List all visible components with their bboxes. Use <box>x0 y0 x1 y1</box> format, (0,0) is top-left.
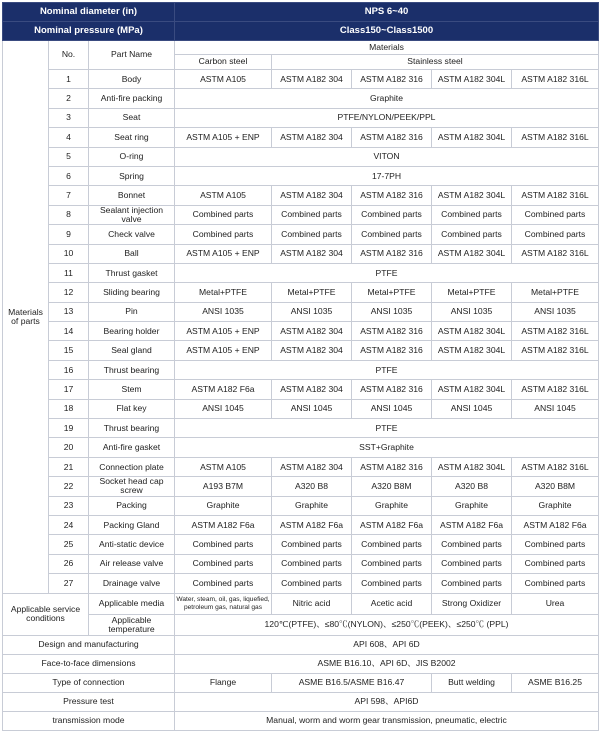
material-cell: ASTM A105 + ENP <box>175 244 272 263</box>
material-cell: Combined parts <box>432 554 512 573</box>
part-number: 24 <box>49 515 89 534</box>
material-cell: Combined parts <box>175 535 272 554</box>
material-cell: Combined parts <box>175 205 272 224</box>
service-temp-row <box>3 614 599 635</box>
material-cell: ASTM A182 F6a <box>175 380 272 399</box>
table-row <box>3 302 599 321</box>
material-cell: ASTM A182 304L <box>432 128 512 147</box>
part-name: Ball <box>89 244 175 263</box>
material-cell: Combined parts <box>432 535 512 554</box>
material-cell: Graphite <box>512 496 599 515</box>
material-cell: ASTM A105 + ENP <box>175 322 272 341</box>
material-cell: ANSI 1045 <box>352 399 432 418</box>
material-cell: Combined parts <box>272 205 352 224</box>
table-row <box>3 457 599 476</box>
material-cell: A320 B8 <box>272 477 352 496</box>
part-number: 8 <box>49 205 89 224</box>
material-cell: Graphite <box>272 496 352 515</box>
table-row <box>3 244 599 263</box>
material-cell: Combined parts <box>272 554 352 573</box>
part-number: 4 <box>49 128 89 147</box>
part-name: Thrust bearing <box>89 360 175 379</box>
material-cell: ASTM A182 F6a <box>432 515 512 534</box>
material-cell: Combined parts <box>352 535 432 554</box>
table-row <box>3 128 599 147</box>
connection-row <box>3 673 599 692</box>
face-to-face-row-label: Face-to-face dimensions <box>3 654 175 673</box>
material-cell: ANSI 1045 <box>432 399 512 418</box>
table-row <box>3 89 599 108</box>
stainless-steel-header: Stainless steel <box>272 55 599 70</box>
material-cell: ASTM A182 304 <box>272 186 352 205</box>
material-cell: A320 B8M <box>512 477 599 496</box>
material-cell: Combined parts <box>175 225 272 244</box>
part-name: Sealant injection valve <box>89 205 175 224</box>
material-cell: ASTM A182 304L <box>432 457 512 476</box>
service-media-row <box>3 593 599 614</box>
material-cell: Combined parts <box>432 574 512 593</box>
material-cell: ASTM A182 304 <box>272 341 352 360</box>
material-cell: ASTM A105 <box>175 457 272 476</box>
connection-cell: Butt welding <box>432 673 512 692</box>
table-row <box>3 399 599 418</box>
material-cell: Combined parts <box>512 554 599 573</box>
material-cell: Combined parts <box>512 225 599 244</box>
table-row <box>3 574 599 593</box>
material-cell: ASTM A182 304 <box>272 128 352 147</box>
part-name: Anti-static device <box>89 535 175 554</box>
part-name: Anti-fire gasket <box>89 438 175 457</box>
material-cell: 17-7PH <box>175 166 599 185</box>
part-name: Seat <box>89 108 175 127</box>
table-row <box>3 108 599 127</box>
part-number: 12 <box>49 283 89 302</box>
table-row <box>3 205 599 224</box>
part-name: Drainage valve <box>89 574 175 593</box>
part-number: 20 <box>49 438 89 457</box>
spec-table <box>2 2 599 731</box>
pressure-label: Nominal pressure (MPa) <box>3 22 175 41</box>
part-number: 21 <box>49 457 89 476</box>
material-cell: Combined parts <box>352 554 432 573</box>
pressure-value: Class150~Class1500 <box>175 22 599 41</box>
material-cell: ASTM A182 316 <box>352 341 432 360</box>
carbon-steel-header: Carbon steel <box>175 55 272 70</box>
material-cell: Graphite <box>352 496 432 515</box>
part-name: Pin <box>89 302 175 321</box>
temperature-label: Applicable temperature <box>89 614 175 635</box>
material-cell: ANSI 1045 <box>512 399 599 418</box>
material-cell: Metal+PTFE <box>352 283 432 302</box>
table-row <box>3 554 599 573</box>
part-number: 6 <box>49 166 89 185</box>
material-cell: ASTM A182 304 <box>272 380 352 399</box>
part-name: Packing <box>89 496 175 515</box>
material-cell: ASTM A182 304L <box>432 380 512 399</box>
part-name: O-ring <box>89 147 175 166</box>
material-cell: ASTM A182 316 <box>352 457 432 476</box>
material-cell: ASTM A182 304 <box>272 457 352 476</box>
material-cell: ANSI 1035 <box>175 302 272 321</box>
part-name: Seal gland <box>89 341 175 360</box>
face-to-face-row <box>3 654 599 673</box>
table-row <box>3 283 599 302</box>
part-name: Body <box>89 70 175 89</box>
table-row <box>3 477 599 496</box>
media-cell: Nitric acid <box>272 593 352 614</box>
connection-cell: ASME B16.25 <box>512 673 599 692</box>
part-number: 15 <box>49 341 89 360</box>
material-cell: Combined parts <box>352 205 432 224</box>
material-cell: ANSI 1035 <box>512 302 599 321</box>
part-name: Bonnet <box>89 186 175 205</box>
part-name: Check valve <box>89 225 175 244</box>
design-row-label: Design and manufacturing <box>3 635 175 654</box>
material-cell: ASTM A182 304 <box>272 322 352 341</box>
material-cell: Graphite <box>175 496 272 515</box>
material-cell: ASTM A105 <box>175 186 272 205</box>
part-number: 19 <box>49 419 89 438</box>
part-name: Stem <box>89 380 175 399</box>
material-cell: ASTM A182 316 <box>352 322 432 341</box>
material-cell: ASTM A182 316 <box>352 186 432 205</box>
material-cell: SST+Graphite <box>175 438 599 457</box>
material-cell: Combined parts <box>352 225 432 244</box>
material-cell: ANSI 1045 <box>175 399 272 418</box>
material-cell: ASTM A182 316 <box>352 244 432 263</box>
material-cell: ASTM A182 316 <box>352 380 432 399</box>
part-name: Thrust bearing <box>89 419 175 438</box>
table-row <box>3 419 599 438</box>
connection-label: Type of connection <box>3 673 175 692</box>
part-number: 13 <box>49 302 89 321</box>
table-row <box>3 496 599 515</box>
media-cell: Acetic acid <box>352 593 432 614</box>
material-cell: ASTM A105 + ENP <box>175 128 272 147</box>
nominal-pressure-row <box>3 22 599 41</box>
material-cell: ANSI 1035 <box>432 302 512 321</box>
material-cell: A320 B8 <box>432 477 512 496</box>
part-name: Socket head cap screw <box>89 477 175 496</box>
media-label: Applicable media <box>89 593 175 614</box>
material-cell: Metal+PTFE <box>512 283 599 302</box>
material-cell: Metal+PTFE <box>272 283 352 302</box>
material-cell: ASTM A105 <box>175 70 272 89</box>
material-cell: ASTM A182 304L <box>432 70 512 89</box>
material-cell: Graphite <box>175 89 599 108</box>
part-number: 11 <box>49 263 89 282</box>
transmission-row-value: Manual, worm and worm gear transmission, pneumatic, electric <box>175 711 599 730</box>
table-row <box>3 186 599 205</box>
part-number: 25 <box>49 535 89 554</box>
part-name: Seat ring <box>89 128 175 147</box>
material-cell: A193 B7M <box>175 477 272 496</box>
material-cell: ASTM A182 316 <box>352 128 432 147</box>
material-cell: ASTM A182 F6a <box>512 515 599 534</box>
part-number: 3 <box>49 108 89 127</box>
materials-header: Materials <box>175 41 599 55</box>
material-cell: ASTM A182 304L <box>432 186 512 205</box>
diameter-value: NPS 6~40 <box>175 3 599 22</box>
material-cell: ASTM A182 316L <box>512 244 599 263</box>
media-cell: Strong Oxidizer <box>432 593 512 614</box>
material-cell: ASTM A182 316L <box>512 341 599 360</box>
part-name: Sliding bearing <box>89 283 175 302</box>
temperature-value: 120℃(PTFE)、≤80℃(NYLON)、≤250℃(PEEK)、≤250℃ (PPL) <box>175 614 599 635</box>
material-cell: Combined parts <box>512 574 599 593</box>
part-number: 1 <box>49 70 89 89</box>
material-cell: ANSI 1035 <box>352 302 432 321</box>
diameter-label: Nominal diameter (in) <box>3 3 175 22</box>
table-row <box>3 147 599 166</box>
material-cell: Combined parts <box>432 205 512 224</box>
transmission-row <box>3 711 599 730</box>
material-cell: ASTM A182 316 <box>352 70 432 89</box>
table-row <box>3 166 599 185</box>
materials-group-label: Materials of parts <box>3 41 49 594</box>
material-cell: ASTM A182 304L <box>432 341 512 360</box>
connection-cell: Flange <box>175 673 272 692</box>
material-cell: ASTM A182 316L <box>512 322 599 341</box>
material-cell: Combined parts <box>175 574 272 593</box>
table-row <box>3 535 599 554</box>
transmission-row-label: transmission mode <box>3 711 175 730</box>
nominal-diameter-row <box>3 3 599 22</box>
material-cell: Combined parts <box>272 225 352 244</box>
design-row <box>3 635 599 654</box>
part-number: 7 <box>49 186 89 205</box>
material-cell: ASTM A182 304 <box>272 244 352 263</box>
material-cell: ASTM A182 F6a <box>175 515 272 534</box>
material-cell: Combined parts <box>512 535 599 554</box>
part-name: Flat key <box>89 399 175 418</box>
pressure-test-row <box>3 692 599 711</box>
material-cell: PTFE <box>175 263 599 282</box>
material-cell: ASTM A182 304 <box>272 70 352 89</box>
part-name: Connection plate <box>89 457 175 476</box>
part-number: 9 <box>49 225 89 244</box>
connection-cell: ASME B16.5/ASME B16.47 <box>272 673 432 692</box>
material-cell: A320 B8M <box>352 477 432 496</box>
no-header: No. <box>49 41 89 70</box>
material-cell: Graphite <box>432 496 512 515</box>
material-cell: ASTM A182 304L <box>432 244 512 263</box>
table-row <box>3 341 599 360</box>
part-name: Anti-fire packing <box>89 89 175 108</box>
material-cell: Combined parts <box>432 225 512 244</box>
part-name: Thrust gasket <box>89 263 175 282</box>
part-name: Air release valve <box>89 554 175 573</box>
material-cell: ASTM A182 F6a <box>352 515 432 534</box>
material-cell: Metal+PTFE <box>432 283 512 302</box>
part-number: 2 <box>49 89 89 108</box>
table-row <box>3 515 599 534</box>
design-row-value: API 608、API 6D <box>175 635 599 654</box>
part-number: 17 <box>49 380 89 399</box>
part-number: 10 <box>49 244 89 263</box>
material-cell: PTFE/NYLON/PEEK/PPL <box>175 108 599 127</box>
part-number: 5 <box>49 147 89 166</box>
table-row <box>3 263 599 282</box>
part-number: 18 <box>49 399 89 418</box>
materials-header-row <box>3 41 599 55</box>
material-cell: Combined parts <box>512 205 599 224</box>
table-row <box>3 380 599 399</box>
material-cell: Combined parts <box>272 535 352 554</box>
part-number: 22 <box>49 477 89 496</box>
material-cell: PTFE <box>175 419 599 438</box>
material-cell: Combined parts <box>175 554 272 573</box>
part-number: 27 <box>49 574 89 593</box>
material-cell: Combined parts <box>352 574 432 593</box>
material-cell: ASTM A182 316L <box>512 457 599 476</box>
material-cell: VITON <box>175 147 599 166</box>
material-cell: ASTM A182 304L <box>432 322 512 341</box>
table-row <box>3 438 599 457</box>
part-number: 23 <box>49 496 89 515</box>
pressure-test-row-label: Pressure test <box>3 692 175 711</box>
part-name-header: Part Name <box>89 41 175 70</box>
media-cell: Water, steam, oil, gas, liquefied, petroleum gas, natural gas <box>175 593 272 614</box>
part-number: 14 <box>49 322 89 341</box>
media-cell: Urea <box>512 593 599 614</box>
table-row <box>3 360 599 379</box>
material-cell: PTFE <box>175 360 599 379</box>
material-cell: ASTM A182 316L <box>512 128 599 147</box>
table-row <box>3 70 599 89</box>
table-row <box>3 225 599 244</box>
material-cell: ASTM A182 316L <box>512 186 599 205</box>
part-number: 16 <box>49 360 89 379</box>
material-cell: ASTM A182 316L <box>512 380 599 399</box>
material-cell: Combined parts <box>272 574 352 593</box>
material-cell: ANSI 1035 <box>272 302 352 321</box>
material-cell: ASTM A182 316L <box>512 70 599 89</box>
face-to-face-row-value: ASME B16.10、API 6D、JIS B2002 <box>175 654 599 673</box>
material-cell: ANSI 1045 <box>272 399 352 418</box>
pressure-test-row-value: API 598、API6D <box>175 692 599 711</box>
material-cell: ASTM A182 F6a <box>272 515 352 534</box>
part-name: Bearing holder <box>89 322 175 341</box>
table-row <box>3 322 599 341</box>
material-cell: Metal+PTFE <box>175 283 272 302</box>
part-number: 26 <box>49 554 89 573</box>
service-conditions-label: Applicable service conditions <box>3 593 89 635</box>
material-cell: ASTM A105 + ENP <box>175 341 272 360</box>
part-name: Packing Gland <box>89 515 175 534</box>
part-name: Spring <box>89 166 175 185</box>
